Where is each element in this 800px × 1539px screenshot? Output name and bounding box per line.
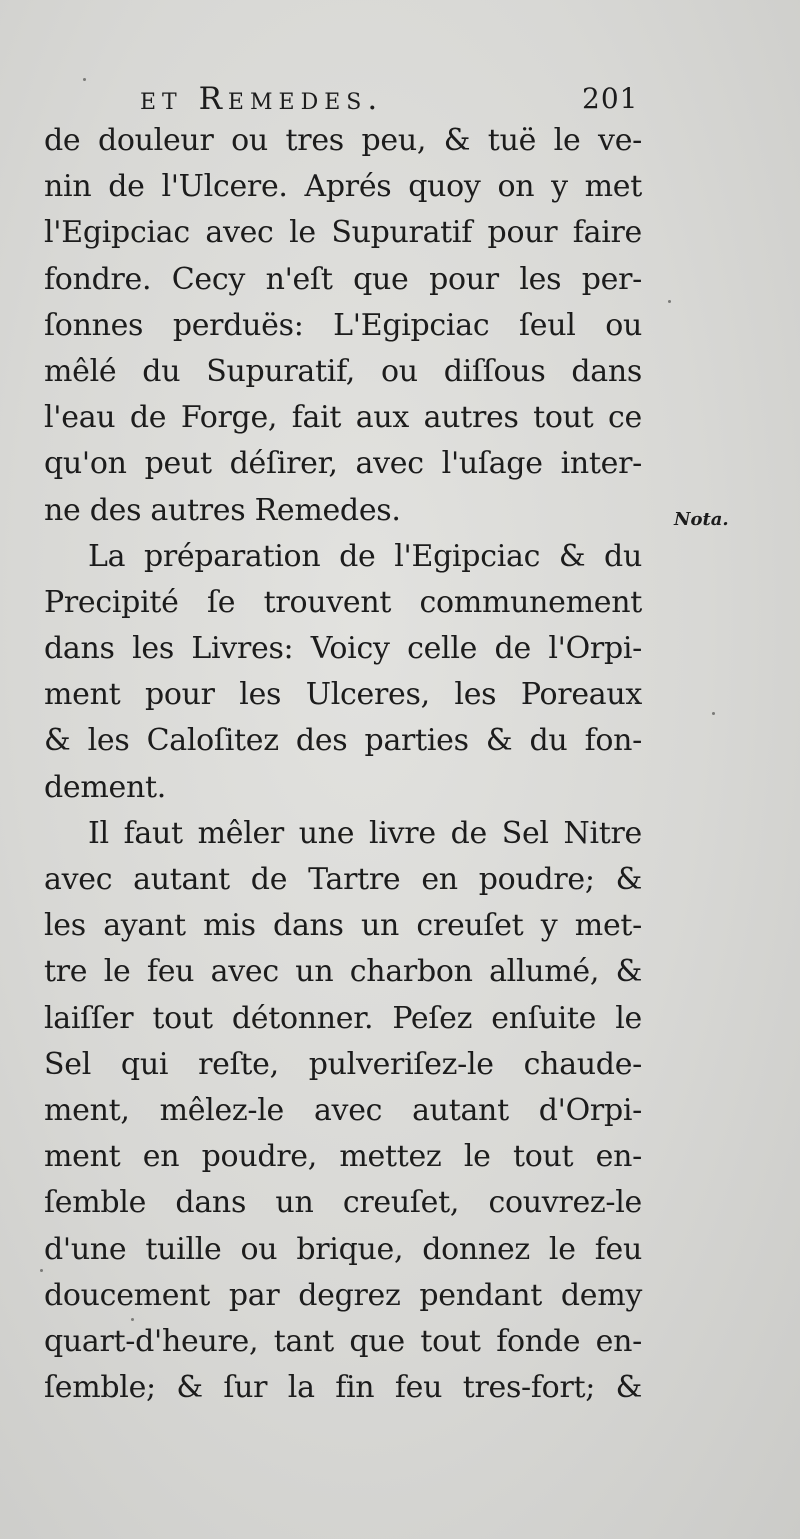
running-head <box>0 74 800 124</box>
paragraph-1 <box>44 118 642 534</box>
text-line: ment pour les Ulceres, les Poreaux <box>44 677 642 713</box>
text-line: mêlé du Supuratif, ou diſſous dans <box>44 353 642 389</box>
paragraph-3 <box>44 811 642 1411</box>
text-line: Il faut mêler une livre de Sel Nitre <box>88 815 642 851</box>
text-line: l'eau de Forge, fait aux autres tout ce <box>44 400 642 436</box>
running-title: et Remedes. <box>140 81 384 117</box>
text-line: ment, mêlez-le avec autant d'Orpi- <box>44 1092 642 1128</box>
text-line: qu'on peut déſirer, avec l'uſage inter- <box>44 446 642 482</box>
text-line: ne des autres Remedes. <box>44 492 401 528</box>
text-line: laiſſer tout détonner. Peſez enſuite le <box>44 1000 642 1036</box>
text-line: quart-d'heure, tant que tout fonde en- <box>44 1323 642 1359</box>
text-line: Precipité ſe trouvent communement <box>44 584 642 620</box>
text-line: & les Caloſitez des parties & du fon- <box>44 723 642 759</box>
paragraph-2 <box>44 534 642 811</box>
paper-speck <box>131 1318 134 1321</box>
text-line: La préparation de l'Egipciac & du <box>88 538 642 574</box>
text-line: avec autant de Tartre en poudre; & <box>44 862 642 897</box>
paper-speck <box>668 300 671 303</box>
marginal-note: Nota. <box>674 509 729 530</box>
text-line: dement. <box>44 769 166 805</box>
text-line: ment en poudre, mettez le tout en- <box>44 1139 642 1175</box>
text-line: ſonnes perduës: L'Egipciac ſeul ou <box>44 307 642 343</box>
text-line: fondre. Cecy n'eſt que pour les per- <box>44 261 642 297</box>
text-line: dans les Livres: Voicy celle de l'Orpi- <box>44 631 642 667</box>
text-line: doucement par degrez pendant demy <box>44 1277 642 1313</box>
text-line: l'Egipciac avec le Supuratif pour faire <box>44 215 642 251</box>
text-line: ſemble dans un creuſet, couvrez-le <box>44 1185 642 1221</box>
page-number: 201 <box>582 82 639 115</box>
body-text <box>44 118 642 1411</box>
text-line: les ayant mis dans un creuſet y met- <box>44 908 642 944</box>
paper-speck <box>83 78 86 81</box>
paper-speck <box>40 1269 43 1272</box>
text-line: de douleur ou tres peu, & tuë le ve- <box>44 123 642 158</box>
paper-speck <box>712 712 715 715</box>
text-line: tre le feu avec un charbon allumé, & <box>44 954 642 990</box>
text-line: ſemble; & ſur la fin feu tres-fort; & <box>44 1370 642 1406</box>
text-line: d'une tuille ou brique, donnez le feu <box>44 1231 642 1267</box>
text-line: nin de l'Ulcere. Aprés quoy on y met <box>44 169 642 205</box>
text-line: Sel qui reſte, pulveriſez-le chaude- <box>44 1046 642 1082</box>
